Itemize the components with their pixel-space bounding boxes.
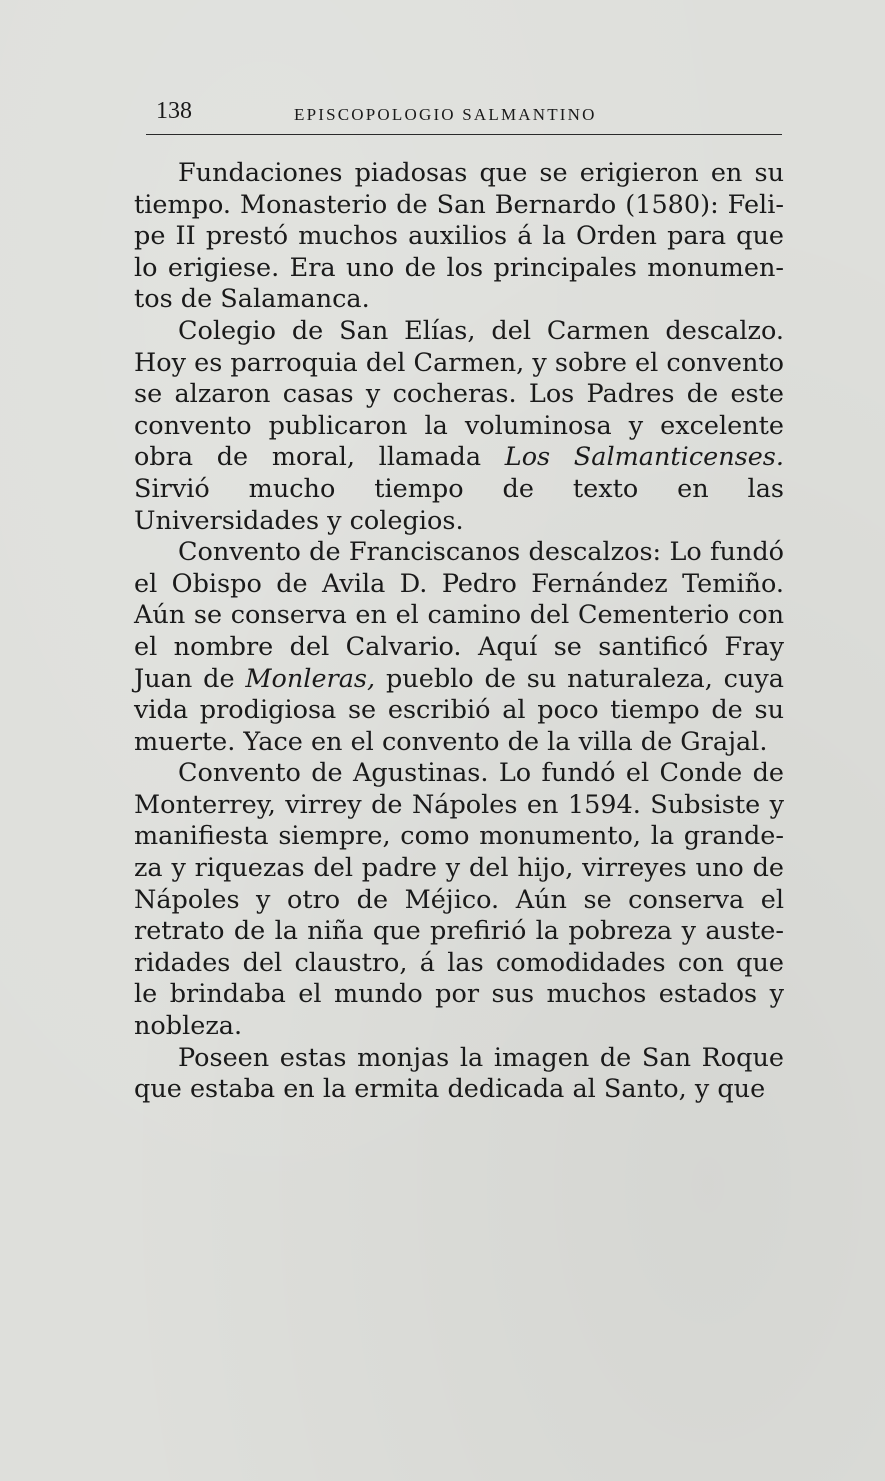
page-number: 138	[156, 98, 192, 124]
paragraph-text: pueblo de su naturaleza, cuya vida prodigiosa se escribió al poco tiempo de su muerte. Yace en el convento de la villa de Grajal.	[134, 663, 784, 757]
paragraph-text: Convento de Franciscanos descalzos: Lo fundó el Obispo de Avila D. Pedro Fernández Temiño. Aún se conserva en el camino del Cementerio con el nombre del Calvario. Aquí se santificó Fray Juan de	[134, 537, 784, 694]
paragraph-text: Fundaciones piadosas que se erigieron en su tiempo. Monasterio de San Bernardo (1580): Felipe II prestó muchos auxilios á la Orden para que lo erigiese. Era uno de los principales monumentos de Salamanca.	[134, 158, 784, 315]
paragraph-text: Poseen estas monjas la imagen de San Roque que estaba en la ermita dedicada al Santo, y que	[134, 1042, 784, 1105]
running-header	[146, 98, 782, 135]
italic-place-name: Monleras,	[245, 663, 376, 694]
paragraph-text: Sirvió mucho tiempo de texto en las Universidades y colegios.	[134, 473, 784, 536]
paragraph-franciscanos	[134, 537, 784, 758]
paragraph-text: Colegio de San Elías, del Carmen descalzo. Hoy es parroquia del Carmen, y sobre el convento se alzaron casas y cocheras. Los Padres de este convento publicaron la voluminosa y excelente obra de moral, llamada	[134, 315, 784, 473]
italic-title: Los Salmanticenses.	[504, 442, 785, 473]
body-text	[134, 158, 784, 1106]
paragraph-agustinas	[134, 758, 784, 1042]
paragraph-san-roque	[134, 1043, 784, 1106]
paragraph-san-elias	[134, 316, 784, 537]
paragraph-text: Convento de Agustinas. Lo fundó el Conde de Monterrey, virrey de Nápoles en 1594. Subsiste y manifiesta siempre, como monumento, la grandeza y riquezas del padre y del hijo, virreyes uno de Nápoles y otro de Méjico. Aún se conserva el retrato de la niña que prefirió la pobreza y austeridades del claustro, á las comodidades con que le brindaba el mundo por sus muchos estados y nobleza.	[134, 758, 784, 1042]
paragraph-san-bernardo	[134, 158, 784, 316]
running-title: EPISCOPOLOGIO SALMANTINO	[294, 105, 597, 124]
